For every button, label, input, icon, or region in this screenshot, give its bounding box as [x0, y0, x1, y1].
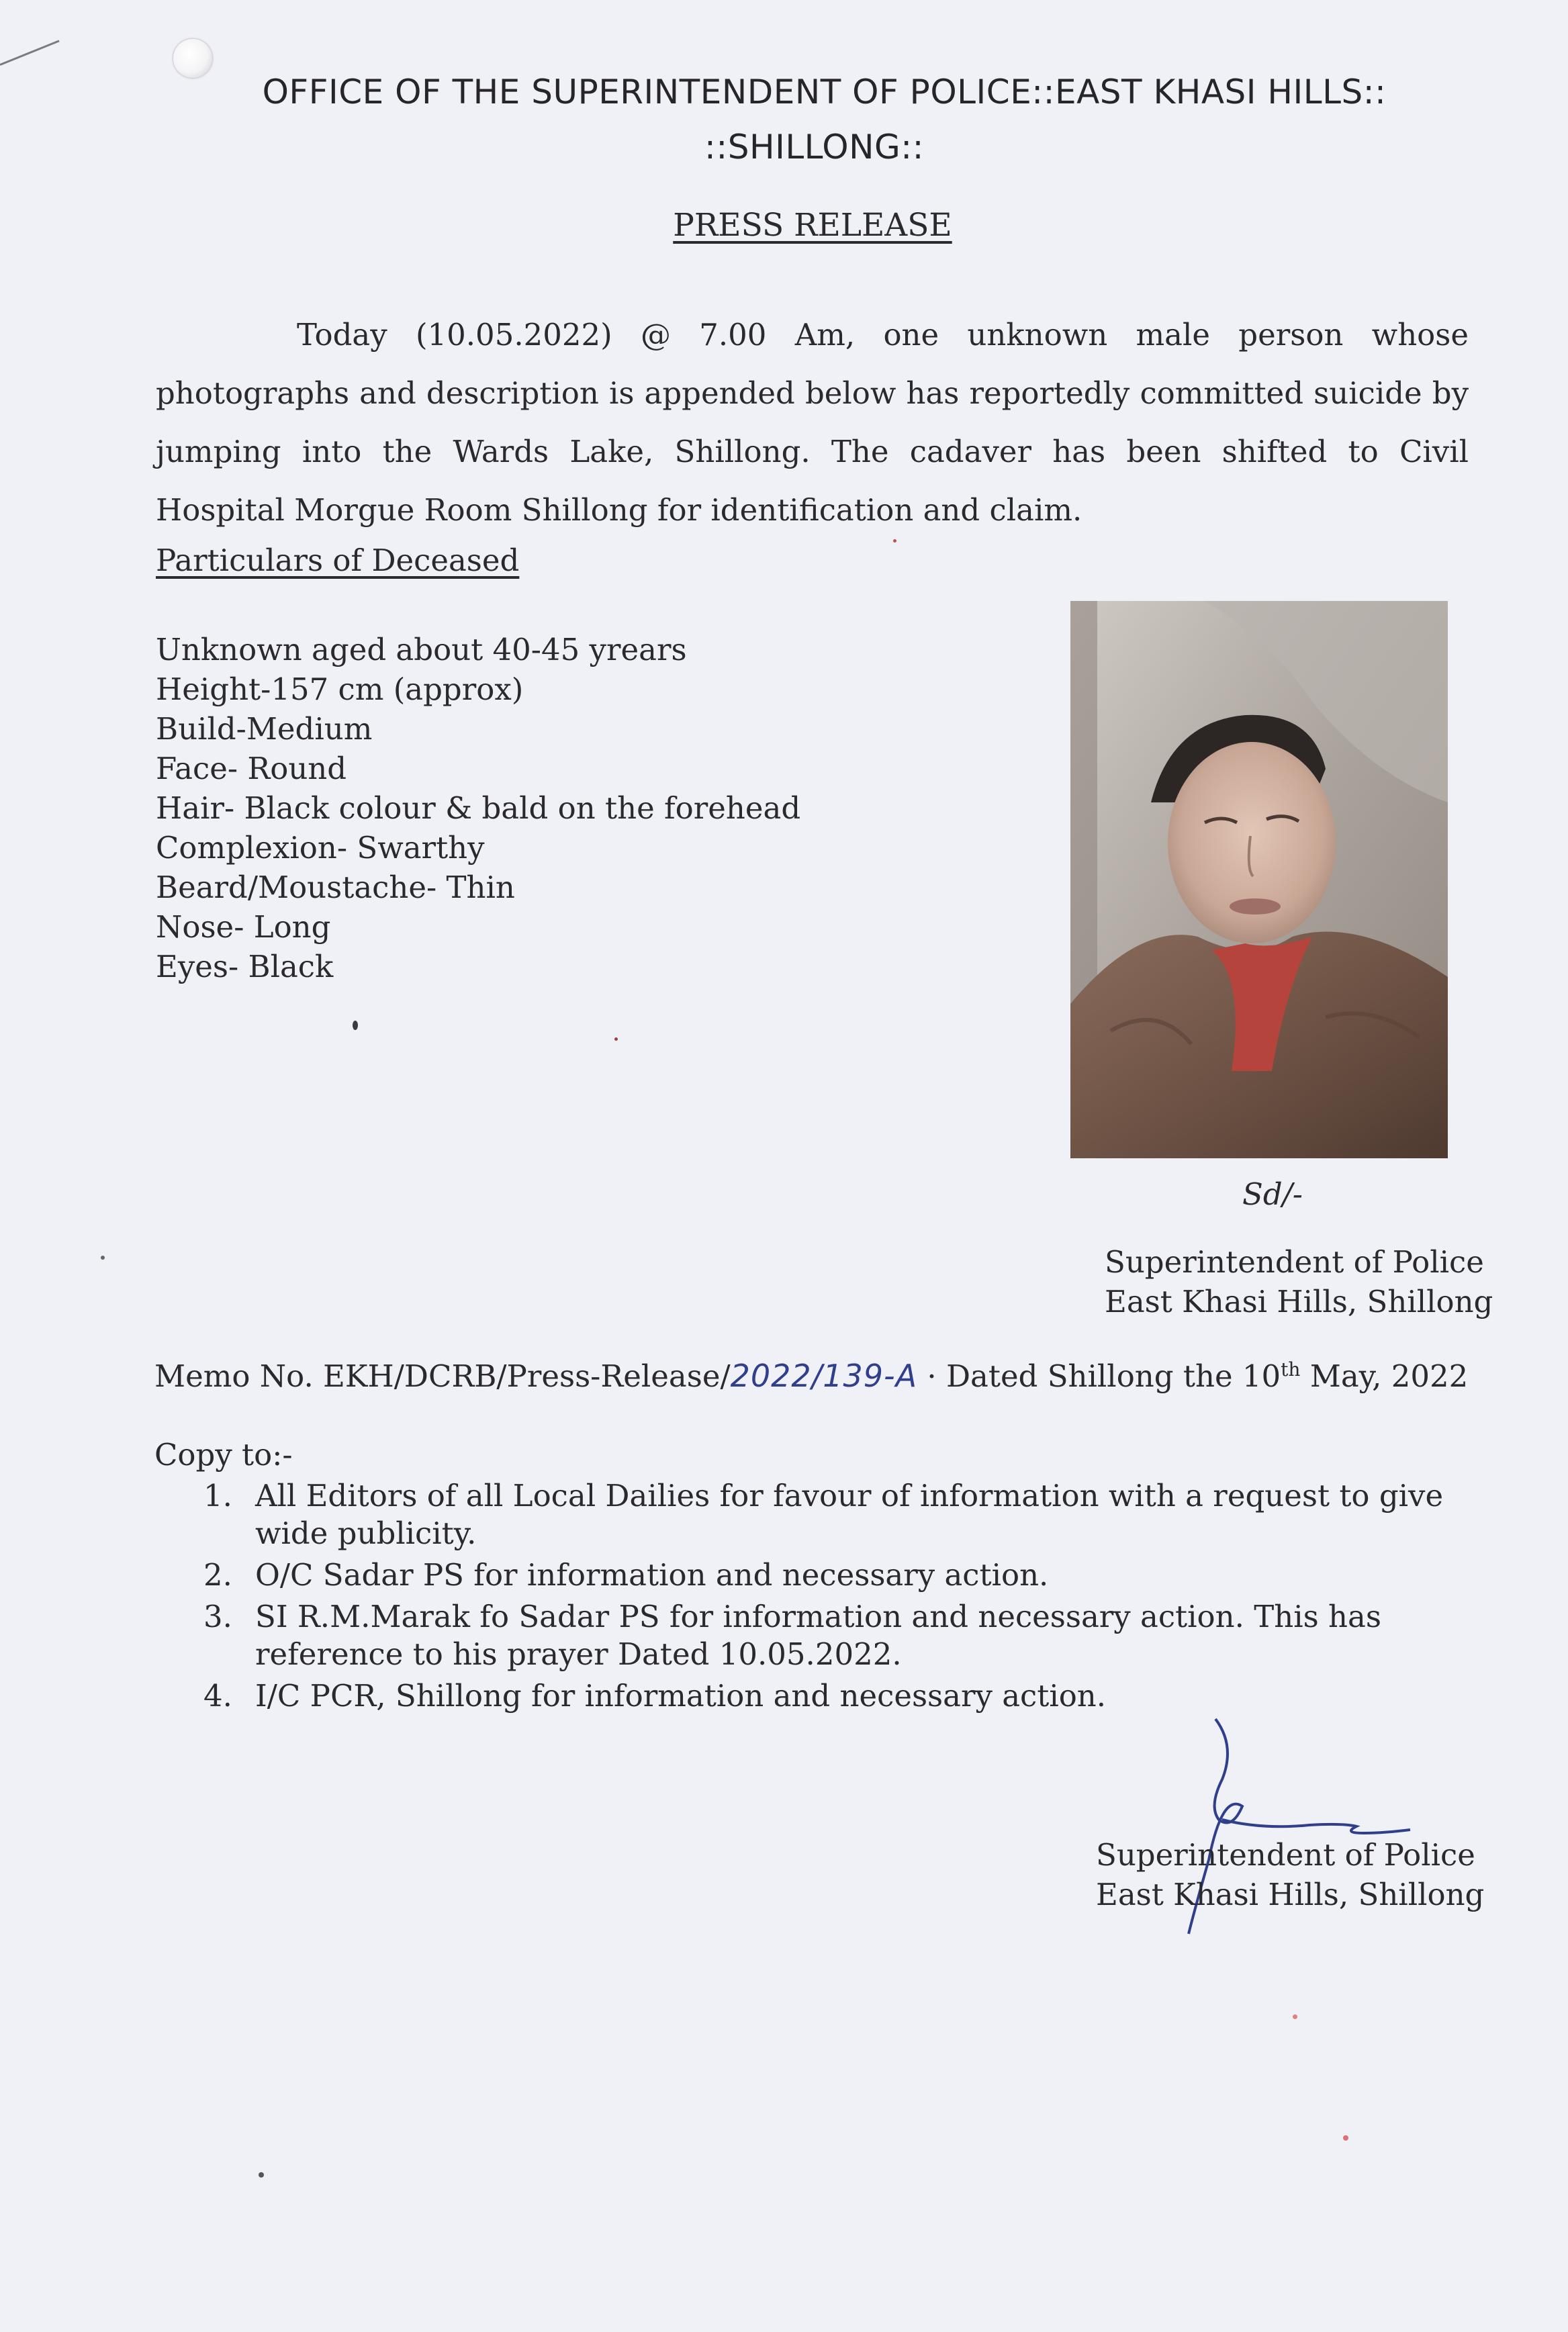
scan-speck	[1343, 2135, 1348, 2141]
memo-number-handwritten: 2022/139-A	[730, 1358, 918, 1394]
signatory-1-title: Superintendent of Police	[1105, 1244, 1484, 1280]
copy-to-item-number: 2.	[203, 1557, 232, 1593]
copy-to-item	[198, 1556, 1467, 1594]
signatory-block-1	[1105, 1242, 1493, 1321]
copy-to-item	[198, 1598, 1467, 1673]
particulars-title: Particulars of Deceased	[156, 543, 520, 578]
particular-complexion: Complexion- Swarthy	[156, 830, 485, 866]
copy-to-item-text: All Editors of all Local Dailies for favour of information with a request to give wide publicity.	[255, 1478, 1444, 1551]
press-release-body: Today (10.05.2022) @ 7.00 Am, one unknown male person whose photographs and description is appended below has reportedly committed suicide by jumping into the Wards Lake, Shillong. The cadaver has been shifted to Civil Hospital Morgue Room Shillong for identification and claim.	[156, 317, 1469, 528]
scan-speck	[101, 1256, 105, 1260]
copy-to-item-number: 4.	[203, 1678, 232, 1714]
copy-to-list	[198, 1477, 1467, 1719]
memo-number-prefix: Memo No. EKH/DCRB/Press-Release/	[154, 1358, 731, 1394]
particulars-list	[156, 630, 800, 986]
memo-dated-prefix: · Dated Shillong the 10	[917, 1358, 1281, 1394]
copy-to-item-number: 3.	[203, 1599, 232, 1634]
signatory-2-title: Superintendent of Police	[1096, 1837, 1475, 1873]
copy-to-item-number: 1.	[203, 1478, 232, 1513]
signatory-block-2	[1096, 1835, 1484, 1914]
scan-speck	[893, 539, 896, 543]
copy-to-label: Copy to:-	[154, 1437, 293, 1473]
scan-speck	[259, 2172, 264, 2178]
particular-height: Height-157 cm (approx)	[156, 671, 524, 707]
office-heading: OFFICE OF THE SUPERINTENDENT OF POLICE::EAST KHASI HILLS::	[262, 73, 1387, 111]
press-release-title: PRESS RELEASE	[673, 207, 952, 244]
particular-eyes: Eyes- Black	[156, 949, 334, 984]
deceased-photo-icon	[1070, 601, 1448, 1158]
particular-beard: Beard/Moustache- Thin	[156, 870, 515, 905]
particular-build: Build-Medium	[156, 711, 373, 747]
particular-face: Face- Round	[156, 751, 347, 786]
office-heading-city: ::SHILLONG::	[704, 128, 924, 167]
particular-hair: Hair- Black colour & bald on the forehead	[156, 790, 801, 826]
scan-speck	[614, 1037, 618, 1041]
deceased-photo	[1070, 601, 1448, 1158]
copy-to-item-text: O/C Sadar PS for information and necessary action.	[255, 1557, 1049, 1593]
particular-age: Unknown aged about 40-45 yrears	[156, 632, 687, 667]
memo-dated-suffix: May, 2022	[1300, 1358, 1469, 1394]
copy-to-item	[198, 1477, 1467, 1552]
memo-dated-sup: th	[1281, 1358, 1301, 1381]
particular-nose: Nose- Long	[156, 909, 331, 945]
signatory-2-place: East Khasi Hills, Shillong	[1096, 1877, 1485, 1912]
corner-scan-mark	[0, 40, 60, 66]
copy-to-item-text: I/C PCR, Shillong for information and necessary action.	[255, 1678, 1107, 1714]
signatory-1-place: East Khasi Hills, Shillong	[1105, 1284, 1493, 1319]
memo-line	[154, 1358, 1468, 1394]
scan-speck	[1293, 2014, 1297, 2019]
sd-mark: Sd/-	[1242, 1176, 1303, 1212]
scan-speck	[353, 1021, 358, 1030]
copy-to-item-text: SI R.M.Marak fo Sadar PS for information and necessary action. This has reference to his prayer Dated 10.05.2022.	[255, 1599, 1381, 1672]
